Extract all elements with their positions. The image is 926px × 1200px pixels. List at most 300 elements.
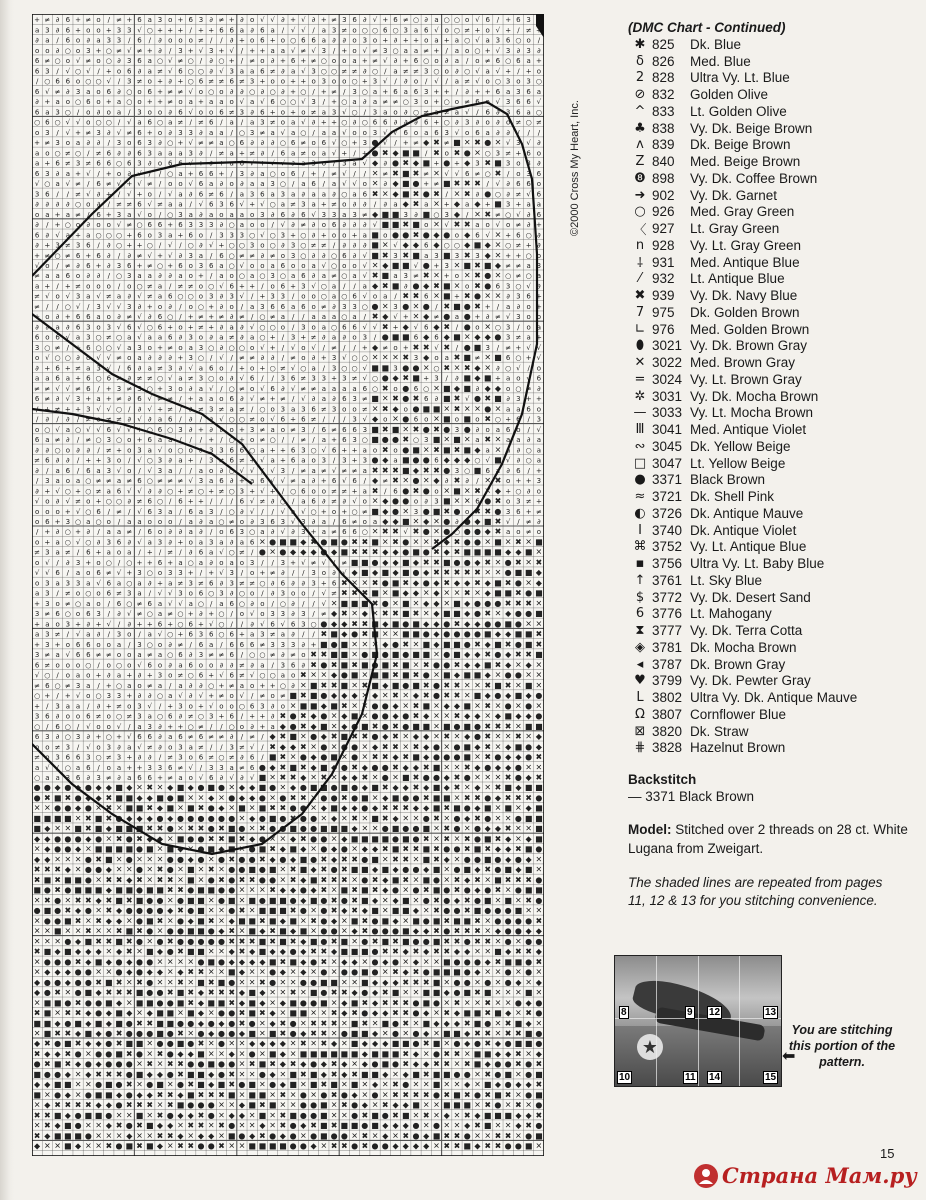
svg-text:●: ● (413, 834, 420, 843)
svg-text:✕: ✕ (218, 916, 225, 925)
svg-text:√: √ (311, 344, 316, 352)
svg-text:o: o (270, 282, 274, 290)
svg-text:+: + (208, 26, 214, 34)
svg-text:/: / (108, 272, 111, 280)
svg-text:✖: ✖ (402, 978, 409, 987)
svg-text:≠: ≠ (219, 313, 225, 321)
svg-text:a: a (178, 170, 182, 178)
svg-text:+: + (126, 672, 132, 680)
svg-text:✖: ✖ (320, 681, 327, 690)
svg-text:≠: ≠ (270, 313, 276, 321)
svg-text:≠: ≠ (219, 733, 225, 741)
svg-text:∂: ∂ (56, 395, 60, 403)
svg-text:✖: ✖ (454, 927, 461, 936)
svg-text:√: √ (96, 293, 101, 301)
svg-text:o: o (219, 364, 223, 372)
svg-text:o: o (158, 569, 162, 577)
svg-text:✖: ✖ (413, 742, 420, 751)
svg-text:3: 3 (311, 569, 315, 577)
svg-text:●: ● (423, 773, 430, 782)
svg-text:≠: ≠ (270, 119, 276, 127)
svg-text:≠: ≠ (300, 149, 306, 157)
svg-text:●: ● (126, 906, 133, 915)
svg-text:o: o (424, 37, 428, 45)
svg-text:◆: ◆ (157, 968, 164, 977)
svg-text:√: √ (240, 293, 245, 301)
svg-text:3: 3 (55, 702, 59, 710)
svg-text:○: ○ (218, 754, 224, 762)
svg-text:∂: ∂ (271, 528, 275, 536)
svg-text:●: ● (290, 804, 297, 813)
svg-text:√: √ (301, 508, 306, 516)
svg-text:/: / (394, 139, 397, 147)
svg-text:a: a (45, 774, 49, 782)
svg-text:√: √ (86, 170, 91, 178)
svg-text:●: ● (402, 394, 409, 403)
svg-text:≠: ≠ (423, 47, 429, 55)
svg-text:◆: ◆ (300, 896, 307, 905)
svg-text:∂: ∂ (230, 88, 234, 96)
svg-text:a: a (434, 16, 438, 24)
svg-text:✖: ✖ (228, 855, 235, 864)
svg-text:●: ● (372, 763, 379, 772)
svg-text:✖: ✖ (290, 793, 297, 802)
svg-text:●: ● (85, 855, 92, 864)
svg-text:●: ● (64, 783, 71, 792)
svg-text:∂: ∂ (158, 743, 162, 751)
svg-text:+: + (178, 723, 184, 731)
svg-text:6: 6 (209, 170, 214, 178)
svg-text:✕: ✕ (402, 507, 409, 516)
svg-text:■: ■ (443, 640, 451, 649)
svg-text:●: ● (146, 957, 153, 966)
svg-text:√: √ (363, 364, 368, 372)
legend-color-name: Med. Beige Brown (690, 154, 918, 169)
svg-text:✕: ✕ (495, 701, 502, 710)
svg-text:/: / (271, 508, 274, 516)
svg-text:○: ○ (147, 641, 153, 649)
svg-text:●: ● (494, 619, 501, 628)
svg-text:a: a (76, 334, 80, 342)
svg-text:✖: ✖ (361, 916, 368, 925)
svg-text:a: a (424, 201, 428, 209)
svg-text:+: + (96, 733, 102, 741)
svg-text:/: / (231, 620, 234, 628)
svg-text:√: √ (250, 498, 255, 506)
svg-text:■: ■ (95, 814, 103, 823)
svg-text:≠: ≠ (515, 119, 521, 127)
svg-text:◆: ◆ (239, 957, 246, 966)
svg-text:○: ○ (454, 16, 460, 24)
svg-text:6: 6 (86, 549, 91, 557)
svg-text:o: o (516, 160, 520, 168)
svg-text:a: a (107, 528, 111, 536)
svg-text:✖: ✖ (454, 875, 461, 884)
svg-text:+: + (178, 139, 184, 147)
svg-text:3: 3 (485, 344, 489, 352)
svg-text:6: 6 (301, 487, 306, 495)
svg-text:/: / (138, 528, 141, 536)
svg-text:∂: ∂ (220, 221, 224, 229)
svg-text:■: ■ (494, 394, 502, 403)
svg-text:6: 6 (393, 88, 398, 96)
svg-text:a: a (250, 303, 254, 311)
svg-text:√: √ (250, 395, 255, 403)
svg-text:3: 3 (506, 108, 510, 116)
svg-text:≠: ≠ (167, 405, 173, 413)
svg-text:+: + (526, 477, 532, 485)
svg-text:o: o (506, 498, 510, 506)
svg-text:√: √ (219, 67, 224, 75)
svg-text:◆: ◆ (464, 230, 471, 239)
svg-text:●: ● (474, 609, 481, 618)
svg-text:/: / (364, 170, 367, 178)
svg-text:6: 6 (76, 774, 81, 782)
svg-text:a: a (127, 743, 131, 751)
svg-text:3: 3 (117, 37, 121, 45)
svg-text:✖: ✖ (34, 875, 41, 884)
svg-text:∂: ∂ (281, 385, 285, 393)
svg-text:6: 6 (168, 334, 173, 342)
svg-text:√: √ (240, 692, 245, 700)
svg-text:✖: ✖ (126, 937, 133, 946)
svg-text:+: + (167, 723, 173, 731)
svg-text:6: 6 (526, 293, 531, 301)
svg-text:√: √ (322, 600, 327, 608)
svg-text:∂: ∂ (107, 252, 111, 260)
svg-text:◆: ◆ (300, 968, 307, 977)
svg-text:○: ○ (341, 293, 347, 301)
svg-text:◆: ◆ (351, 988, 358, 997)
svg-text:≠: ≠ (311, 108, 317, 116)
svg-text:✖: ✖ (413, 671, 420, 680)
svg-text:✕: ✕ (443, 486, 450, 495)
svg-text:/: / (190, 641, 193, 649)
svg-text:6: 6 (107, 149, 112, 157)
thumb-number: 15 (763, 1071, 778, 1084)
svg-text:∂: ∂ (240, 88, 244, 96)
svg-text:o: o (332, 57, 336, 65)
svg-text:√: √ (209, 702, 214, 710)
svg-text:■: ■ (402, 466, 410, 475)
svg-text:◆: ◆ (403, 322, 410, 331)
svg-text:◆: ◆ (341, 619, 348, 628)
svg-text:+: + (259, 364, 265, 372)
svg-text:○: ○ (208, 88, 214, 96)
svg-text:■: ■ (392, 824, 400, 833)
svg-text:✕: ✕ (433, 712, 440, 721)
svg-text:∂: ∂ (76, 354, 80, 362)
svg-text:6: 6 (55, 364, 60, 372)
svg-text:∂: ∂ (168, 272, 172, 280)
svg-text:✕: ✕ (228, 783, 235, 792)
svg-text:√: √ (475, 37, 480, 45)
svg-text:✖: ✖ (402, 374, 409, 383)
svg-text:○: ○ (116, 713, 122, 721)
svg-text:3: 3 (209, 764, 213, 772)
svg-text:a: a (189, 600, 193, 608)
svg-text:∂: ∂ (537, 47, 541, 55)
svg-text:+: + (34, 252, 40, 260)
svg-text:3: 3 (291, 334, 295, 342)
svg-text:a: a (148, 446, 152, 454)
svg-text:○: ○ (352, 354, 358, 362)
svg-text:✖: ✖ (64, 793, 71, 802)
svg-text:✕: ✕ (474, 753, 481, 762)
svg-text:■: ■ (392, 261, 400, 270)
svg-text:◆: ◆ (321, 732, 328, 741)
svg-text:◆: ◆ (536, 578, 543, 587)
svg-text:+: + (75, 231, 81, 239)
svg-text:+: + (505, 231, 511, 239)
svg-text:+: + (167, 262, 173, 270)
svg-text:●: ● (392, 435, 399, 444)
svg-text:√: √ (363, 272, 368, 280)
svg-text:o: o (45, 498, 49, 506)
svg-text:6: 6 (342, 395, 347, 403)
svg-text:◆: ◆ (474, 742, 481, 751)
svg-text:o: o (55, 600, 59, 608)
svg-text:○: ○ (300, 129, 306, 137)
svg-text:◆: ◆ (454, 671, 461, 680)
svg-text:●: ● (423, 230, 430, 239)
svg-text:✖: ✖ (413, 425, 420, 434)
svg-text:✖: ✖ (433, 466, 440, 475)
svg-text:○: ○ (526, 231, 532, 239)
svg-text:✕: ✕ (310, 906, 317, 915)
svg-text:∂: ∂ (281, 67, 285, 75)
svg-text:o: o (465, 129, 469, 137)
svg-text:o: o (178, 344, 182, 352)
svg-text:∂: ∂ (87, 620, 91, 628)
svg-text:✕: ✕ (454, 793, 461, 802)
svg-text:6: 6 (475, 231, 480, 239)
svg-text:a: a (322, 272, 326, 280)
svg-text:✖: ✖ (443, 568, 450, 577)
svg-text:◆: ◆ (65, 865, 72, 874)
svg-text:✖: ✖ (105, 906, 112, 915)
svg-text:●: ● (402, 650, 409, 659)
svg-text:●: ● (177, 814, 184, 823)
svg-text:●: ● (494, 855, 501, 864)
svg-text:✕: ✕ (464, 435, 471, 444)
svg-text:6: 6 (373, 119, 378, 127)
svg-text:≠: ≠ (372, 47, 378, 55)
svg-text:■: ■ (289, 957, 297, 966)
svg-text:a: a (352, 272, 356, 280)
svg-text:●: ● (464, 322, 471, 331)
svg-text:∂: ∂ (117, 57, 121, 65)
svg-text:≠: ≠ (34, 272, 40, 280)
legend-floss-number: 939 (652, 288, 690, 303)
svg-text:3: 3 (455, 426, 459, 434)
svg-text:+: + (403, 344, 409, 352)
svg-text:√: √ (117, 129, 122, 137)
svg-text:/: / (159, 211, 162, 219)
svg-text:◆: ◆ (126, 968, 133, 977)
svg-text:●: ● (464, 343, 471, 352)
svg-text:o: o (168, 16, 172, 24)
svg-text:o: o (281, 78, 285, 86)
svg-text:●: ● (44, 783, 51, 792)
svg-text:≠: ≠ (44, 16, 50, 24)
svg-text:o: o (76, 47, 80, 55)
svg-text:○: ○ (392, 47, 398, 55)
svg-text:✖: ✖ (300, 763, 307, 772)
svg-text:6: 6 (45, 119, 50, 127)
svg-text:✖: ✖ (95, 978, 102, 987)
svg-text:√: √ (475, 78, 480, 86)
svg-text:≠: ≠ (167, 754, 173, 762)
svg-text:≠: ≠ (413, 272, 419, 280)
svg-text:■: ■ (525, 722, 533, 731)
svg-text:○: ○ (65, 354, 71, 362)
svg-text:6: 6 (35, 334, 40, 342)
svg-text:√: √ (96, 579, 101, 587)
svg-text:+: + (515, 149, 521, 157)
svg-text:◆: ◆ (423, 753, 430, 762)
svg-text:a: a (86, 293, 90, 301)
svg-text:◆: ◆ (372, 343, 379, 352)
svg-text:■: ■ (248, 896, 256, 905)
svg-text:∂: ∂ (138, 672, 142, 680)
svg-text:∂: ∂ (220, 467, 224, 475)
svg-text:∂: ∂ (424, 498, 428, 506)
svg-text:o: o (424, 98, 428, 106)
svg-text:✖: ✖ (382, 404, 389, 413)
svg-text:✕: ✕ (382, 589, 389, 598)
svg-text:+: + (259, 713, 265, 721)
svg-text:■: ■ (412, 722, 420, 731)
svg-text:○: ○ (259, 651, 265, 659)
svg-text:o: o (486, 98, 490, 106)
svg-text:○: ○ (515, 282, 521, 290)
svg-text:●: ● (453, 845, 460, 854)
svg-text:+: + (321, 477, 327, 485)
svg-text:+: + (331, 436, 337, 444)
svg-text:≠: ≠ (362, 405, 368, 413)
svg-text:◆: ◆ (392, 783, 399, 792)
svg-text:√: √ (240, 98, 245, 106)
svg-text:3: 3 (281, 518, 285, 526)
svg-text:●: ● (167, 824, 174, 833)
svg-text:∂: ∂ (517, 446, 521, 454)
svg-text:/: / (261, 590, 264, 598)
svg-text:a: a (291, 272, 295, 280)
svg-text:✕: ✕ (474, 210, 481, 219)
svg-text:√: √ (55, 487, 60, 495)
svg-text:/: / (527, 426, 530, 434)
svg-text:a: a (189, 518, 193, 526)
svg-text:6: 6 (35, 395, 40, 403)
svg-text:✖: ✖ (402, 353, 409, 362)
svg-text:3: 3 (55, 108, 59, 116)
svg-text:√: √ (291, 26, 296, 34)
svg-text:/: / (231, 170, 234, 178)
svg-text:6: 6 (352, 16, 357, 24)
svg-text:✖: ✖ (105, 937, 112, 946)
svg-text:✖: ✖ (187, 968, 194, 977)
svg-text:o: o (219, 702, 223, 710)
svg-text:○: ○ (34, 692, 40, 700)
svg-text:◆: ◆ (341, 773, 348, 782)
svg-text:∂: ∂ (281, 569, 285, 577)
svg-text:≠: ≠ (219, 457, 225, 465)
svg-text:●: ● (433, 691, 440, 700)
svg-text:✖: ✖ (443, 804, 450, 813)
svg-text:∂: ∂ (261, 354, 265, 362)
svg-text:◆: ◆ (229, 916, 236, 925)
svg-text:6: 6 (127, 67, 132, 75)
svg-text:≠: ≠ (198, 723, 204, 731)
svg-text:●: ● (259, 834, 266, 843)
svg-text:✖: ✖ (464, 927, 471, 936)
svg-text:∂: ∂ (353, 252, 357, 260)
svg-text:■: ■ (433, 507, 441, 516)
svg-text:/: / (312, 631, 315, 639)
svg-text:≠: ≠ (464, 26, 470, 34)
svg-text:a: a (373, 88, 377, 96)
svg-text:3: 3 (250, 129, 254, 137)
svg-text:/: / (179, 518, 182, 526)
svg-text:●: ● (423, 189, 430, 198)
svg-text:o: o (107, 661, 111, 669)
svg-text:●: ● (64, 804, 71, 813)
svg-text:◆: ◆ (505, 548, 512, 557)
svg-text:+: + (362, 149, 368, 157)
svg-text:◆: ◆ (382, 261, 389, 270)
svg-text:✖: ✖ (280, 732, 287, 741)
svg-text:o: o (96, 641, 100, 649)
thumb-number: 10 (617, 1071, 632, 1084)
svg-text:≠: ≠ (106, 334, 112, 342)
svg-text:✕: ✕ (64, 988, 71, 997)
svg-text:≠: ≠ (352, 518, 358, 526)
svg-text:3: 3 (117, 139, 121, 147)
svg-text:∂: ∂ (230, 590, 234, 598)
svg-text:√: √ (270, 160, 275, 168)
svg-text:+: + (157, 78, 163, 86)
svg-text:✖: ✖ (382, 445, 389, 454)
svg-text:+: + (352, 457, 358, 465)
svg-text:■: ■ (361, 947, 369, 956)
svg-text:✕: ✕ (413, 660, 420, 669)
svg-text:○: ○ (229, 242, 235, 250)
svg-text:◆: ◆ (403, 200, 410, 209)
svg-text:/: / (364, 108, 367, 116)
svg-text:√: √ (66, 129, 71, 137)
svg-text:∂: ∂ (343, 37, 347, 45)
svg-text:3: 3 (475, 252, 479, 260)
svg-text:◆: ◆ (423, 312, 430, 321)
svg-text:✖: ✖ (515, 599, 522, 608)
svg-text:✖: ✖ (484, 159, 491, 168)
svg-text:✖: ✖ (218, 834, 225, 843)
svg-text:✖: ✖ (525, 896, 532, 905)
svg-text:∂: ∂ (363, 67, 367, 75)
svg-text:a: a (506, 528, 510, 536)
svg-text:◆: ◆ (423, 712, 430, 721)
svg-text:◆: ◆ (280, 742, 287, 751)
svg-text:✕: ✕ (505, 537, 512, 546)
svg-text:6: 6 (148, 88, 153, 96)
svg-text:✖: ✖ (433, 814, 440, 823)
svg-text:6: 6 (414, 334, 419, 342)
svg-text:●: ● (443, 517, 450, 526)
svg-text:✖: ✖ (413, 394, 420, 403)
svg-text:■: ■ (422, 210, 430, 219)
svg-text:✕: ✕ (44, 804, 51, 813)
